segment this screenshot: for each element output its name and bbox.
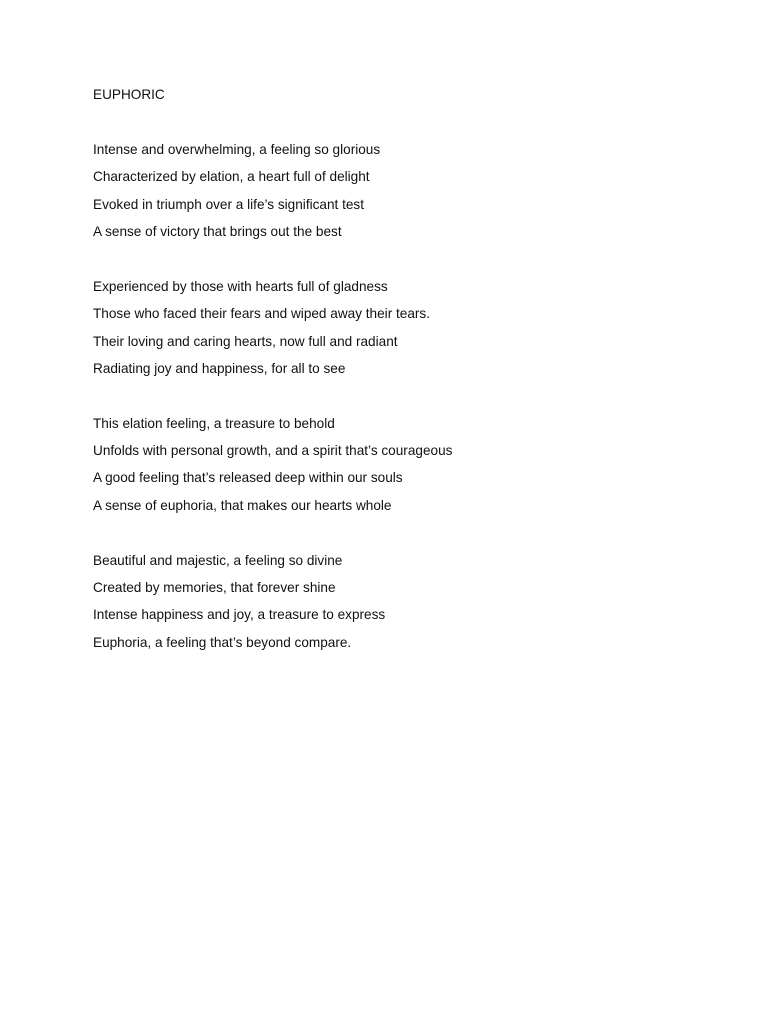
poem xyxy=(93,87,713,662)
poem-line: Those who faced their fears and wiped away their tears. xyxy=(93,306,431,322)
poem-title: EUPHORIC xyxy=(93,87,165,102)
poem-line: A sense of euphoria, that makes our hearts whole xyxy=(93,497,392,513)
stanza-4 xyxy=(93,553,713,663)
poem-line: Radiating joy and happiness, for all to see xyxy=(93,360,346,376)
poem-line: Intense happiness and joy, a treasure to express xyxy=(93,607,386,623)
poem-line: Characterized by elation, a heart full of delight xyxy=(93,169,370,185)
poem-line: Unfolds with personal growth, and a spirit that’s courageous xyxy=(93,443,453,459)
poem-line: A good feeling that’s released deep within our souls xyxy=(93,470,403,486)
poem-line: Evoked in triumph over a life’s significant test xyxy=(93,196,364,212)
poem-line: Intense and overwhelming, a feeling so glorious xyxy=(93,141,381,157)
poem-line: Their loving and caring hearts, now full and radiant xyxy=(93,333,398,349)
poem-line: Beautiful and majestic, a feeling so divine xyxy=(93,552,343,568)
stanza-spacer xyxy=(93,388,713,415)
poem-line: A sense of victory that brings out the best xyxy=(93,223,342,239)
stanza-spacer xyxy=(93,114,713,141)
poem-line: This elation feeling, a treasure to behold xyxy=(93,415,335,431)
poem-line: Created by memories, that forever shine xyxy=(93,580,336,596)
stanza-spacer xyxy=(93,251,713,278)
stanza-spacer xyxy=(93,525,713,552)
stanza-1 xyxy=(93,142,713,252)
poem-line: Euphoria, a feeling that’s beyond compare. xyxy=(93,634,352,650)
stanza-2 xyxy=(93,279,713,389)
stanza-3 xyxy=(93,416,713,526)
poem-line: Experienced by those with hearts full of gladness xyxy=(93,278,388,294)
